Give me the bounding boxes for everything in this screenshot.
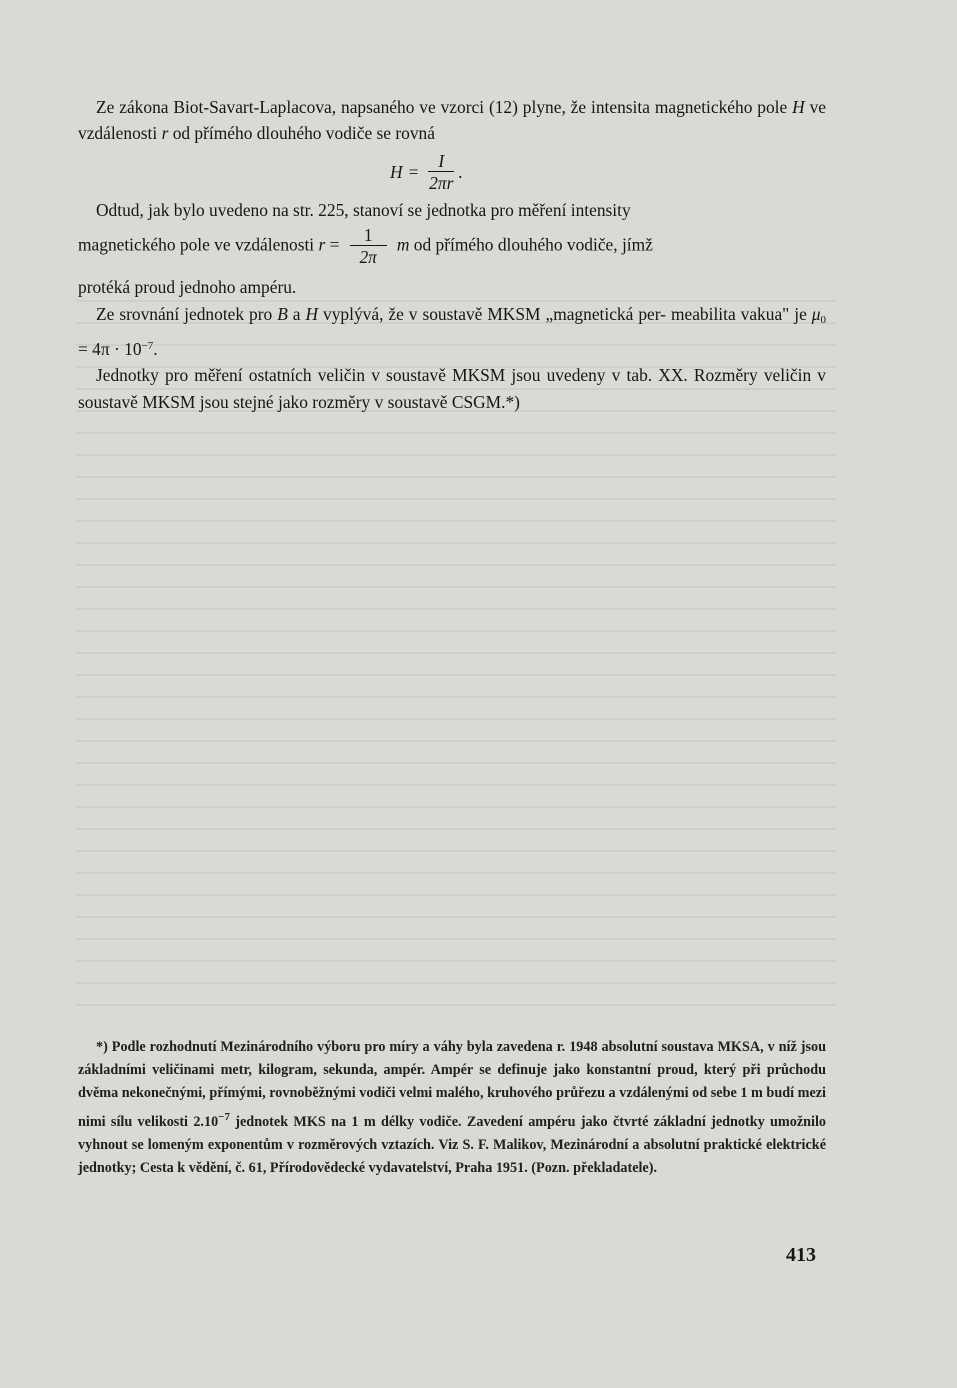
- symbol-r: r: [161, 123, 169, 144]
- formula-lhs: H: [390, 162, 403, 183]
- text-line: Ze srovnání jednotek pro: [96, 303, 278, 324]
- paragraph-2-line-3: [78, 274, 826, 300]
- text-line: Ze zákona Biot-Savart-Laplacova, napsaného ve vzorci (12) plyne, že intensita: [96, 97, 650, 117]
- footnote-exponent: −7: [218, 1110, 230, 1123]
- text-line: .: [153, 339, 158, 360]
- symbol-H: H: [792, 97, 805, 117]
- formula-period: .: [458, 162, 463, 183]
- text-line: vyplývá, že v soustavě MKSM „magnetická per-: [318, 303, 666, 324]
- text-line: magnetického pole ve vzdálenosti: [78, 234, 319, 255]
- text-line: = 4π · 10: [78, 339, 142, 360]
- inline-fraction: [350, 225, 387, 268]
- footnote-text-continued: jednotek MKS na 1 m délky vodiče. Zavedení ampéru jako čtvrté základní jednotky umožnilo vyhnout se lomeným exponentům v rozměrových vztazích. Viz S. F. Malikov, Mezinárodní a absolutní praktické elektrické jednotky; Cesta k vědění, č. 61, Přírodovědecké vydavatelství, Praha 1951. (Pozn. překladatele).: [78, 1113, 826, 1177]
- formula-block: [78, 151, 826, 197]
- text-line: Odtud, jak bylo uvedeno na str. 225, stanoví se jednotka pro měření intensity: [96, 199, 631, 220]
- paragraph-1: [78, 94, 826, 147]
- equals-sign: =: [329, 234, 340, 255]
- text-line: ve vzdálenosti: [78, 97, 827, 144]
- symbol-B: B: [277, 303, 288, 324]
- symbol-H: H: [305, 303, 319, 324]
- formula-equals: =: [408, 162, 419, 183]
- text-line: meabilita vakua" je: [670, 303, 812, 324]
- page-number: 413: [786, 1244, 816, 1266]
- text-line: od přímého dlouhého vodiče, jímž: [409, 234, 653, 255]
- text-line: protéká proud jednoho ampéru.: [78, 277, 297, 298]
- fraction-numerator: I: [428, 151, 454, 172]
- text-line: od přímého dlouhého vodiče se rovná: [168, 123, 435, 144]
- text-line: a: [287, 303, 306, 324]
- symbol-r: r: [318, 234, 326, 255]
- fraction-denominator: 2π: [359, 247, 377, 268]
- footnote-text: *) Podle rozhodnutí Mezinárodního výboru pro míry a váhy byla zavedena r. 1948 absolutní soustava MKSA, v níž jsou základními veličinami metr, kilogram, sekunda, ampér. Ampér se definuje jako konstantní proud, který při průchodu dvěma nekonečnými, přímými, rovnoběžnými vodiči velmi malého, kruhového průřezu a vzdálenými od sebe 1 m budí mezi nimi sílu velikosti 2.10: [78, 1039, 826, 1130]
- formula-H: [390, 151, 463, 194]
- fraction-numerator: 1: [350, 225, 387, 246]
- paragraph-3: [78, 301, 826, 363]
- paragraph-2-line-2: [78, 225, 826, 268]
- subscript-zero: 0: [820, 313, 826, 326]
- fraction-denominator: 2πr: [429, 172, 454, 193]
- exponent: −7: [141, 340, 154, 353]
- formula-fraction: [428, 151, 454, 194]
- paragraph-4: Jednotky pro měření ostatních veličin v soustavě MKSM jsou uvedeny v tab. XX. Rozměry veličin v soustavě MKSM jsou stejné jako rozměry v soustavě CSGM.*): [78, 365, 826, 412]
- main-text: [78, 94, 826, 415]
- unit-m: m: [396, 234, 410, 255]
- paragraph-2-line-1: [78, 197, 826, 223]
- footnote: [78, 1036, 826, 1180]
- text-line: magnetického pole: [654, 97, 793, 117]
- symbol-mu: μ: [811, 303, 821, 324]
